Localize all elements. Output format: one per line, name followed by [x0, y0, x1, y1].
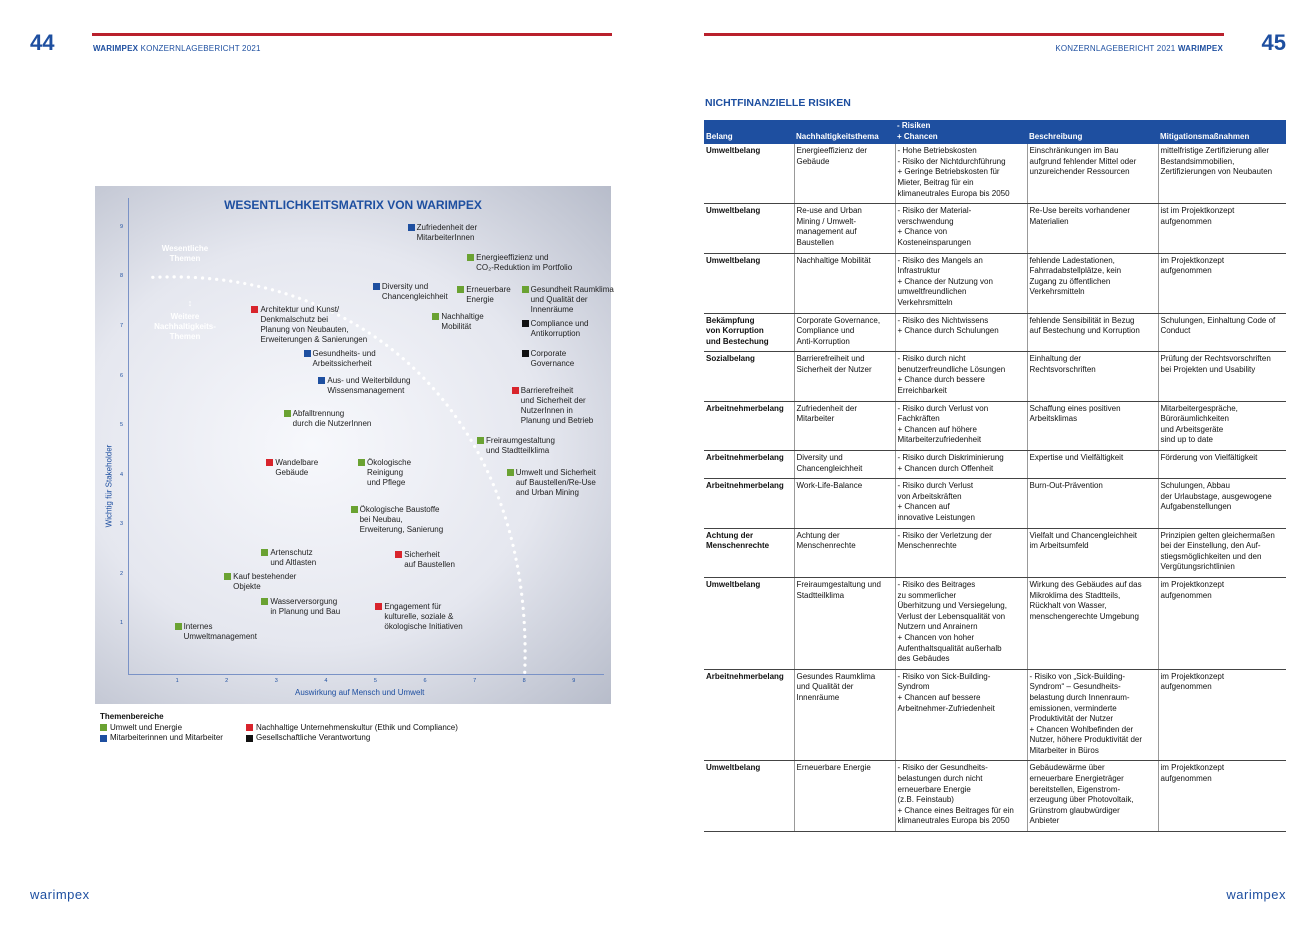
chart-title: WESENTLICHKEITSMATRIX VON WARIMPEX — [224, 198, 482, 212]
table-cell: Arbeitnehmerbelang — [704, 451, 794, 479]
table-cell: - Risiko von Sick-Building- Syndrom + Chancen auf bessere Arbeitnehmer-Zufriedenheit — [895, 669, 1027, 761]
table-cell: Corporate Governance, Compliance und Anti-Korruption — [794, 313, 895, 352]
table-cell: Diversity und Chancengleichheit — [794, 451, 895, 479]
table-cell: Energieeffizienz der Gebäude — [794, 144, 895, 203]
table-cell: - Risiko von „Sick-Building- Syndrom“ – Gesundheits- belastung durch Innenraum- emissionen, verminderte Produktivität der Nutzer + Chancen Wohlbefinden der Nutzer, höhere Produktivität der Mitarbeiter in Büros — [1027, 669, 1158, 761]
table-cell: fehlende Ladestationen, Fahrradabstellplätze, kein Zugang zu öffentlichen Verkehrsmitteln — [1027, 253, 1158, 313]
data-point-marker — [304, 350, 311, 357]
legend-label: Nachhaltige Unternehmenskultur (Ethik und Compliance) — [256, 722, 458, 732]
table-cell: Wirkung des Gebäudes auf das Mikroklima des Stadtteils, Rückhalt von Wasser, menschengerechte Umgebung — [1027, 577, 1158, 669]
data-point-marker — [318, 377, 325, 384]
table-cell: Re-Use bereits vorhandener Materialien — [1027, 204, 1158, 253]
materiality-matrix-chart — [95, 186, 614, 704]
table-row — [704, 253, 1286, 313]
data-point-marker — [432, 313, 439, 320]
data-point-marker — [175, 623, 182, 630]
x-tick-label: 3 — [274, 678, 278, 684]
brand-right: WARIMPEX — [1177, 44, 1223, 53]
running-head-left — [93, 44, 261, 53]
table-cell: - Risiko des Mangels an Infrastruktur + Chance der Nutzung von umweltfreundlichen Verkehrsmitteln — [895, 253, 1027, 313]
x-tick-label: 5 — [373, 678, 377, 684]
table-cell: im Projektkonzept aufgenommen — [1158, 577, 1286, 669]
y-tick-label: 1 — [120, 620, 124, 627]
table-row — [704, 144, 1286, 203]
data-point-marker — [507, 469, 514, 476]
table-row — [704, 479, 1286, 528]
table-cell: Work-Life-Balance — [794, 479, 895, 528]
running-head-right — [1055, 44, 1223, 53]
x-tick-label: 6 — [423, 678, 427, 684]
section-title: NICHTFINANZIELLE RISIKEN — [705, 97, 851, 109]
table-cell: Bekämpfung von Korruption und Bestechung — [704, 313, 794, 352]
legend-item — [100, 723, 246, 734]
data-point-marker — [266, 459, 273, 466]
y-tick-label: 7 — [120, 322, 124, 329]
data-point-marker — [522, 320, 529, 327]
table-cell: Burn-Out-Prävention — [1027, 479, 1158, 528]
data-point-label: Aus- und Weiterbildung Wissensmanagement — [327, 376, 411, 396]
y-tick-label: 2 — [120, 570, 124, 577]
data-point-label: Architektur und Kunst/ Denkmalschutz bei Planung von Neubauten, Erweiterungen & Sanierungen — [260, 304, 368, 344]
legend-swatch — [246, 724, 253, 731]
legend-swatch — [246, 735, 253, 742]
data-point-marker — [477, 437, 484, 444]
data-point-marker — [358, 459, 365, 466]
table-cell: - Hohe Betriebskosten - Risiko der Nichtdurchführung + Geringe Betriebskosten für Mieter, Beitrag für ein klimaneutrales Europa bis 2050 — [895, 144, 1027, 203]
y-tick-label: 6 — [120, 372, 124, 379]
data-point-marker — [457, 286, 464, 293]
data-point-label: Compliance und Antikorruption — [530, 319, 589, 339]
header-rule-left — [92, 33, 612, 36]
data-point-label: Wasserversorgung in Planung und Bau — [270, 597, 341, 617]
table-cell: Nachhaltige Mobilität — [794, 253, 895, 313]
table-cell: Einschränkungen im Bau aufgrund fehlender Mittel oder unzureichender Ressourcen — [1027, 144, 1158, 203]
x-tick-label: 9 — [572, 678, 576, 684]
table-cell: - Risiko der Material- verschwendung + Chance von Kosteneinsparungen — [895, 204, 1027, 253]
y-tick-label: 9 — [120, 223, 124, 230]
table-cell: Sozialbelang — [704, 352, 794, 401]
table-cell: Freiraumgestaltung und Stadtteilklima — [794, 577, 895, 669]
chart-legend — [100, 712, 458, 744]
x-tick-label: 1 — [175, 678, 179, 684]
annotation-arrow-icon: ↕ — [187, 298, 193, 308]
y-tick-label: 8 — [120, 273, 124, 280]
annotation-weitere-themen: Weitere Nachhaltigkeits-Themen — [154, 312, 216, 341]
table-cell: Schaffung eines positiven Arbeitsklimas — [1027, 401, 1158, 450]
data-point-label: Sicherheit auf Baustellen — [404, 550, 455, 569]
table-cell: Re-use and Urban Mining / Umwelt- management auf Baustellen — [794, 204, 895, 253]
table-cell: - Risiko durch Diskriminierung + Chancen durch Offenheit — [895, 451, 1027, 479]
legend-swatch — [100, 724, 107, 731]
table-cell: - Risiko durch Verlust von Fachkräften + Chancen auf höhere Mitarbeiterzufriedenheit — [895, 401, 1027, 450]
running-head-left-text: KONZERNLAGEBERICHT 2021 — [140, 44, 261, 53]
table-cell: Schulungen, Abbau der Urlaubstage, ausgewogene Aufgabenstellungen — [1158, 479, 1286, 528]
running-head-right-text: KONZERNLAGEBERICHT 2021 — [1055, 44, 1176, 53]
data-point-label: Freiraumgestaltung und Stadtteilklima — [486, 435, 555, 455]
legend-item — [100, 733, 246, 744]
x-axis-label: Auswirkung auf Mensch und Umwelt — [295, 688, 425, 697]
table-row — [704, 204, 1286, 253]
table-cell: Arbeitnehmerbelang — [704, 669, 794, 761]
legend-label: Mitarbeiterinnen und Mitarbeiter — [110, 733, 223, 742]
data-point-label: Erneuerbare Energie — [466, 284, 511, 304]
table-header-cell: Nachhaltigkeitsthema — [794, 120, 895, 144]
table-cell: Arbeitnehmerbelang — [704, 479, 794, 528]
table-cell: Vielfalt und Chancengleichheit im Arbeitsumfeld — [1027, 528, 1158, 577]
data-point-label: Artenschutz und Altlasten — [270, 547, 317, 567]
table-cell: im Projektkonzept aufgenommen — [1158, 761, 1286, 832]
table-row — [704, 669, 1286, 761]
header-rule-right — [704, 33, 1224, 36]
table-cell: - Risiko des Nichtwissens + Chance durch Schulungen — [895, 313, 1027, 352]
data-point-marker — [284, 410, 291, 417]
data-point-label: Ökologische Reinigung und Pflege — [367, 458, 412, 488]
table-cell: Umweltbelang — [704, 761, 794, 832]
table-cell: Expertise und Vielfältigkeit — [1027, 451, 1158, 479]
table-cell: Arbeitnehmerbelang — [704, 401, 794, 450]
data-point-label: Diversity und Chancengleichheit — [381, 282, 448, 302]
data-point-marker — [512, 387, 519, 394]
data-point-label: Wandelbare Gebäude — [275, 458, 319, 478]
table-body — [704, 144, 1286, 831]
data-point-marker — [375, 603, 382, 610]
table-row — [704, 352, 1286, 401]
table-row — [704, 761, 1286, 832]
data-point-marker — [467, 254, 474, 261]
data-point-label: Energieeffizienz und CO₂-Reduktion im Portfolio — [476, 252, 573, 272]
data-point-label: Umwelt und Sicherheit auf Baustellen/Re-Use and Urban Mining — [515, 468, 596, 498]
legend-item — [246, 733, 458, 744]
y-tick-label: 3 — [120, 521, 124, 528]
table-cell: im Projektkonzept aufgenommen — [1158, 669, 1286, 761]
data-point-label: Gesundheit Raumklima und Qualität der Innenräume — [530, 284, 614, 314]
table-cell: Achtung der Menschenrechte — [794, 528, 895, 577]
data-point-marker — [395, 551, 402, 558]
table-cell: Prüfung der Rechtsvorschriften bei Projekten und Usability — [1158, 352, 1286, 401]
table-header-cell: Beschreibung — [1027, 120, 1158, 144]
table-cell: Gesundes Raumklima und Qualität der Innenräume — [794, 669, 895, 761]
data-point-label: Barrierefreiheit und Sicherheit der NutzerInnen in Planung und Betrieb — [520, 386, 594, 426]
y-axis-line — [128, 198, 129, 674]
data-point-marker — [224, 573, 231, 580]
table-cell: Barrierefreiheit und Sicherheit der Nutzer — [794, 352, 895, 401]
table-cell: Umweltbelang — [704, 204, 794, 253]
page-number-left: 44 — [30, 30, 55, 55]
legend-title: Themenbereiche — [100, 712, 164, 721]
data-point-label: Kauf bestehender Objekte — [233, 572, 297, 592]
data-point-marker — [261, 549, 268, 556]
data-point-marker — [408, 224, 415, 231]
table-cell: Gebäudewärme über erneuerbare Energieträger bereitstellen, Eigenstrom- erzeugung über Photovoltaik, Grünstrom glaubwürdiger Anbieter — [1027, 761, 1158, 832]
table-cell: Umweltbelang — [704, 144, 794, 203]
risk-table — [704, 120, 1286, 832]
y-tick-label: 4 — [120, 471, 124, 478]
brand-left: WARIMPEX — [93, 44, 139, 53]
table-cell: Förderung von Vielfältigkeit — [1158, 451, 1286, 479]
table-cell: Umweltbelang — [704, 577, 794, 669]
table-cell: Prinzipien gelten gleichermaßen bei der Einstellung, den Auf- stiegsmöglichkeiten und den Vergütungsrichtlinien — [1158, 528, 1286, 577]
data-point-marker — [522, 286, 529, 293]
table-row — [704, 313, 1286, 352]
data-point-marker — [261, 598, 268, 605]
x-tick-label: 7 — [473, 678, 477, 684]
y-axis-label: Wichtig für Stakeholder — [104, 444, 114, 528]
table-header-row — [704, 120, 1286, 144]
table-cell: Erneuerbare Energie — [794, 761, 895, 832]
table-row — [704, 528, 1286, 577]
table-cell: - Risiko der Gesundheits- belastungen durch nicht erneuerbare Energie (z.B. Feinstaub) + Chance eines Beitrages für ein klimaneutrales Europa bis 2050 — [895, 761, 1027, 832]
data-point-label: Corporate Governance — [530, 349, 575, 369]
table-cell: - Risiko der Verletzung der Menschenrechte — [895, 528, 1027, 577]
data-point-label: Ökologische Baustoffe bei Neubau, Erweiterung, Sanierung — [359, 505, 444, 535]
table-cell: Schulungen, Einhaltung Code of Conduct — [1158, 313, 1286, 352]
data-point-marker — [251, 306, 258, 313]
table-cell: im Projektkonzept aufgenommen — [1158, 253, 1286, 313]
table-cell: - Risiko durch Verlust von Arbeitskräften + Chancen auf innovative Leistungen — [895, 479, 1027, 528]
data-point-label: Engagement für kulturelle, soziale & ökologische Initiativen — [384, 602, 463, 632]
table-row — [704, 577, 1286, 669]
table-row — [704, 401, 1286, 450]
legend-label: Umwelt und Energie — [110, 722, 183, 732]
footer-logo-left: warimpex — [30, 887, 90, 902]
table-cell: Mitarbeitergespräche, Büroräumlichkeiten und Arbeitsgeräte sind up to date — [1158, 401, 1286, 450]
table-row — [704, 451, 1286, 479]
y-tick-label: 5 — [120, 422, 124, 429]
table-cell: mittelfristige Zertifizierung aller Bestandsimmobilien, Zertifizierungen von Neubauten — [1158, 144, 1286, 203]
table-header-cell: - Risiken + Chancen — [895, 120, 1027, 144]
x-tick-label: 8 — [522, 678, 526, 684]
data-point-label: Internes Umweltmanagement — [183, 621, 257, 641]
data-point-marker — [373, 283, 380, 290]
table-cell: - Risiko des Beitrages zu sommerlicher Überhitzung und Versiegelung, Verlust der Lebensqualität von Nutzern und Anrainern + Chancen von hoher Aufenthaltsqualität außerhalb des Gebäudes — [895, 577, 1027, 669]
x-tick-label: 4 — [324, 678, 328, 684]
data-point-marker — [522, 350, 529, 357]
table-cell: Achtung der Menschenrechte — [704, 528, 794, 577]
table-cell: Einhaltung der Rechtsvorschriften — [1027, 352, 1158, 401]
table-cell: Umweltbelang — [704, 253, 794, 313]
data-point-label: Gesundheits- und Arbeitssicherheit — [312, 349, 376, 369]
x-axis-line — [128, 674, 604, 675]
table-cell: ist im Projektkonzept aufgenommen — [1158, 204, 1286, 253]
data-point-marker — [351, 506, 358, 513]
annotation-wesentliche-themen: Wesentliche Themen — [161, 244, 209, 263]
data-point-label: Nachhaltige Mobilität — [441, 312, 484, 331]
table-cell: fehlende Sensibilität in Bezug auf Bestechung und Korruption — [1027, 313, 1158, 352]
table-header-cell: Mitigationsmaßnahmen — [1158, 120, 1286, 144]
footer-logo-right: warimpex — [1226, 887, 1286, 902]
data-point-label: Zufriedenheit der MitarbeiterInnen — [416, 222, 478, 242]
legend-item — [246, 723, 458, 734]
table-cell: - Risiko durch nicht benutzerfreundliche Lösungen + Chance durch bessere Erreichbarkeit — [895, 352, 1027, 401]
table-header-cell: Belang — [704, 120, 794, 144]
x-tick-label: 2 — [225, 678, 229, 684]
legend-swatch — [100, 735, 107, 742]
page-number-right: 45 — [1261, 30, 1286, 55]
table-cell: Zufriedenheit der Mitarbeiter — [794, 401, 895, 450]
data-point-label: Abfalltrennung durch die NutzerInnen — [292, 408, 372, 428]
legend-label: Gesellschaftliche Verantwortung — [256, 733, 371, 742]
